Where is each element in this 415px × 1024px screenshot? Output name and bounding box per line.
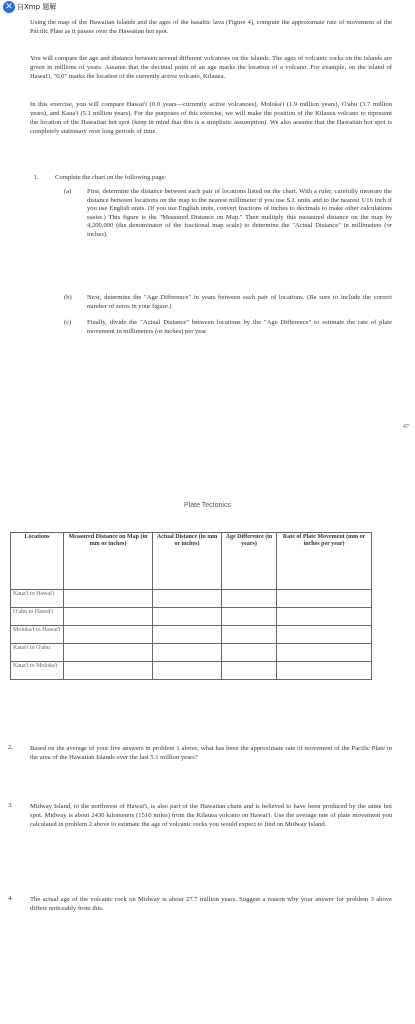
app-header	[0, 0, 415, 14]
cell-measured[interactable]	[64, 662, 153, 680]
table-row	[11, 644, 372, 662]
page-number: 47	[403, 424, 409, 430]
question-text: Based on the average of your five answers in problem 1 above, what has been the approximate rate of movement of the Pacific Plate in the area of the Hawaiian Islands over the last 5.1 million years?	[30, 745, 392, 761]
textbook-page-2	[0, 462, 415, 1024]
cell-age[interactable]	[221, 590, 276, 608]
cell-actual[interactable]	[153, 662, 222, 680]
cell-rate[interactable]	[277, 626, 372, 644]
sub-text-a: First, determine the distance between each pair of locations listed on the chart. With a ruler, carefully measure the distance between locations on the map to the nearest millimeter if you use S.I. units and to the nearest 1/16 inch if you use English units. (If you use English units, convert fractions of inches to decimals to make other calculations easier.) This figure is the "Measured Distance on Map." Then multiply this measured distance on the map by 4,200,000 (the denominator of the fractional map scale) to determine the "Actual Distance" in millimeters (or inches).	[87, 188, 392, 238]
paragraph-2: In this exercise, you will compare Hawai'i (0.0 years—currently active volcanoes), Moloka'i (1.9 million years), O'ahu (3.7 million years), and Kaua'i (5.1 million years). For the purposes of this exercise, we will make the position of the Kilauea volcano to represent the location of the Hawaiian hot spot (keep in mind that this is a simplistic assumption). We also assume that the Hawaiian hot spot is completely stationary over long periods of time.	[30, 101, 392, 135]
header-locations: Locations	[11, 533, 64, 590]
step-text: Complete the chart on the following page:	[55, 174, 167, 181]
header-rate-of-movement: Rate of Plate Movement (mm or inches per year)	[277, 533, 372, 590]
row-location: Kaua'i to O'ahu	[11, 644, 64, 662]
cell-actual[interactable]	[153, 626, 222, 644]
cell-measured[interactable]	[64, 608, 153, 626]
rate-chart-table	[10, 532, 372, 680]
sub-label-a: (a)	[64, 188, 72, 195]
cell-age[interactable]	[221, 644, 276, 662]
question-number: 3.	[8, 802, 13, 809]
table-row	[11, 608, 372, 626]
header-age-difference: Age Difference (in years)	[221, 533, 276, 590]
cell-age[interactable]	[221, 662, 276, 680]
cell-actual[interactable]	[153, 590, 222, 608]
cell-age[interactable]	[221, 626, 276, 644]
header-actual-distance: Actual Distance (in mm or inches)	[153, 533, 222, 590]
cell-rate[interactable]	[277, 608, 372, 626]
paragraph-1: You will compare the age and distance between several different volcanoes on the islands. The ages of volcanic rocks on the islands are given in millions of years. Assume that the decimal point of an age marks the location of a volcano. For example, on the island of Hawai'i, "0.0" marks the location of the currently active volcano, Kilauea.	[30, 55, 392, 80]
table-row	[11, 662, 372, 680]
page-title: Plate Tectonics	[184, 502, 231, 509]
cell-age[interactable]	[221, 608, 276, 626]
row-location: Kaua'i to Moloka'i	[11, 662, 64, 680]
question-number: 4.	[8, 895, 13, 902]
header-measured-distance: Measured Distance on Map (in mm or inches)	[64, 533, 153, 590]
cell-measured[interactable]	[64, 590, 153, 608]
step-number: 1.	[34, 174, 39, 181]
row-location: O'ahu to Hawai'i	[11, 608, 64, 626]
table-row	[11, 626, 372, 644]
question-text: The actual age of the volcanic rock on Midway is about 27.7 million years. Suggest a reason why your answer for problem 3 above differs noticeably from this.	[30, 896, 392, 912]
sub-text-c: Finally, divide the "Actual Distance" between locations by the "Age Difference" to estimate the rate of plate movement in millimeters (or inches) per year.	[87, 319, 392, 335]
sub-text-b: Next, determine the "Age Difference" in years between each pair of locations. (Be sure to include the correct number of zeros in your figure.)	[87, 294, 392, 310]
table-row	[11, 590, 372, 608]
cell-rate[interactable]	[277, 644, 372, 662]
sub-label-c: (c)	[64, 319, 72, 326]
cell-actual[interactable]	[153, 608, 222, 626]
cell-measured[interactable]	[64, 626, 153, 644]
cell-measured[interactable]	[64, 644, 153, 662]
close-icon[interactable]: ✕	[3, 1, 15, 13]
textbook-page-1	[0, 16, 415, 458]
cell-actual[interactable]	[153, 644, 222, 662]
app-title: 自Xmp 题解	[17, 3, 57, 11]
table-header-row	[11, 533, 372, 590]
question-text: Midway Island, to the northwest of Hawai'i, is also part of the Hawaiian chain and is believed to have been produced by the same hot spot. Midway is about 2430 kilometers (1510 miles) from the Kilauea volcano on Hawai'i. Use the average rate of plate movement you calculated in problem 2 above to estimate the age of volcanic rocks you would expect to find on Midway Island.	[30, 803, 392, 828]
row-location: Kaua'i to Hawai'i	[11, 590, 64, 608]
cell-rate[interactable]	[277, 590, 372, 608]
intro-paragraph: Using the map of the Hawaiian Islands and the ages of the basaltic lava (Figure 4), compute the approximate rate of movement of the Pacific Plate as it passes over the Hawaiian hot spot.	[30, 19, 392, 35]
row-location: Moloka'i to Hawai'i	[11, 626, 64, 644]
sub-label-b: (b)	[64, 294, 72, 301]
cell-rate[interactable]	[277, 662, 372, 680]
question-number: 2.	[8, 744, 13, 751]
